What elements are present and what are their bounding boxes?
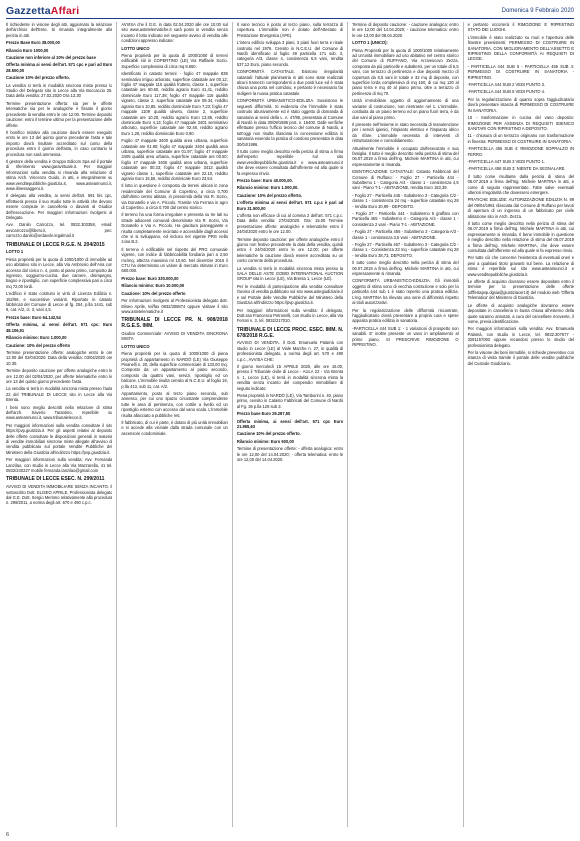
notice-paragraph: Il gestore della vendita è Gruppo Edicom Spa ed il portale di riferimento www.garavirtuale.it. Per maggiori informazioni sulla vendita si rimanda alla relazione di stima Arch. Vincenzo Guido, in atti, e integralmente su www.venditepubbliche.giustizia.it, www.asteannunci.it, www.ilmessaggero.it. — [6, 158, 113, 191]
column-5 — [463, 22, 574, 827]
notice-paragraph: Il tutto come risultante dalla perizia di stima del 06.07.2019 a firma dell'Ing. Michele MARTINA in atti, e come di seguito rappresentato. Fatte salve eventuali ulteriori irregolarità che dovessero emergere. — [467, 173, 575, 195]
masthead — [6, 4, 574, 19]
notice-paragraph: Il presente nell'insieme in stato necessita di manutenzione per i servizi igienici, l'impianto elettrico e l'impianto idrico da rifare. L'immobile necessita di interventi di ristrutturazione e consolidamento. — [352, 121, 459, 144]
notice-paragraph: L'offerta minima ai sensi dell'art. 571 c.p.c è pari ad Euro 31.500,00 — [236, 200, 344, 211]
publication-logo: GazzettaAffari — [6, 5, 80, 17]
notice-paragraph: Offerta minima, ai sensi dell'art. 571 cpc Euro 21.965,63 — [236, 418, 344, 429]
notice-paragraph: Per tutto ciò che concerne l'esistenza di eventuali oneri e pesi a qualsiasi titolo gravanti sul bene. La relazione di stima è reperibile sul sito www.asteannunci.it e www.venditepubbliche.giustizia.it. — [467, 255, 575, 277]
notice-paragraph: Per le modalità di partecipazione alla vendita consultare l'avviso di vendita pubblicato sul sito www.astegiudiziarie.it e sul Portale delle Vendite Pubbliche del Ministero della Giustizia all'indirizzo https://pvp.giustizia.it. — [236, 283, 344, 306]
notice-paragraph: -PARTICELLA 456 SUB 4: RIMOZIONE SOPRALZO IN FERRO. — [467, 146, 575, 157]
notice-paragraph: -PARTICELLA 444 SUB 1: - 1 variazioni di prospetto non sanabili. E' inoltre presente un vano in ampliamento al primo piano. SI PRESCRIVE RIMOZIONE O RIPRISTINO. — [352, 325, 459, 347]
notice-paragraph: Rilancio minimo: Euro 500,00 — [236, 438, 294, 444]
notice-paragraph: Rilancio minimo: Euro 1.000,00. — [236, 185, 299, 191]
notice-heading: TRIBUNALE DI LECCE ESEC. N. 299/2011 — [6, 476, 105, 483]
notice-heading: TRIBUNALE DI LECCE R.G.E. N. 204/2015 — [6, 241, 105, 248]
column-1 — [6, 22, 112, 827]
notice-paragraph: Unità immobiliare oggetto di aggiornamento di una variante di costruzione, non rientrante nel 1. L'immobile, costituita da un piano terreno ed un piano fuori terra, è da due vani al piano primo. — [352, 98, 459, 120]
notice-paragraph: Il terreno è edificabile nel rispetto del PRG comunale vigente, con indice di fabbricabilità fondiaria pari a 2,50 mc/mq, altezza massima ml 10,50. Nel dicembre 2016 il CTU ha determinato un valore di mercato stimato in Euro 680.000. — [121, 246, 228, 274]
notice-paragraph: -PARTICELLA 444 SUB 2 VEDI PUNTO 3. — [467, 82, 545, 88]
notice-paragraph: L'edificio è stato costruito in virtù di Licenza Edilizia n. 152/66, e successive varianti. Riportato in catasto fabbricati del Comune di Lecce al fg. 254, p.lla 1441, sub 9, cat. A/2, cl. 3, vani 4,5. — [6, 291, 113, 313]
notice-paragraph: Piena proprietà per la quota di 1000/1000 di terreni edificabili siti in COPERTINO (LE) Via Raffaele Sozio. Superficie complessiva di circa mq 8.650. — [121, 53, 228, 69]
notice-paragraph: Termine deposito cauzione: per offerte analogiche entro il giorno non festivo precedente la data della vendita, quindi entro il 24/04/2020 entro le ore 12.00; per offerte telematiche la cauzione dovrà essere accreditata su un conto corrente della procedura. — [236, 236, 344, 264]
notice-paragraph: -PARTICELLA 458 SUB 3: NIENTE DA SEGNALARE. — [467, 166, 566, 172]
notice-paragraph: Offerta minima, ai sensi dell'art. 571 cpc: Euro 48.106,91 — [6, 322, 113, 333]
notice-paragraph: Rilancio Euro 1000,00 — [6, 47, 49, 53]
notice-paragraph: Piena proprietà per la quota di 1000/1000 di piena proprietà di appartamento in NARDÒ (LE) Via Giuseppe Pisanelli n. 20, della superficie commerciale di 133,00 mq. Composto da: un appartamento al piano secondo, composto da quattro vani, servizi, ripostiglio ed un balcone. L'immobile risulta censito al N.C.E.U. al foglio 19, p.lla 413, sub 11, cat. A/2. — [121, 351, 228, 389]
notice-paragraph: LOTTO 1 — [6, 249, 24, 255]
notice-paragraph: AVVISO DI VENDITA IMMOBILIARE SENZA INCANTO. Il sottoscritto Dott. ELISEO APRILE, Professionista delegato dal G.E. Dott. Sergio Memmo relativamente alla procedura n. 299/2011, a norma degli art. 570 e 490 c.p.c. — [6, 484, 113, 506]
notice-paragraph: Il tutto come meglio descritto nella perizia di stima del 06.07.2019 a firma dell'ing. Michele MARTINA in atti, cui espressamente si rimanda. — [352, 260, 459, 277]
notice-paragraph: Prezzo Base Euro 38.000,00 — [6, 40, 60, 46]
issue-date: Domenica 9 Febbraio 2020 — [501, 8, 574, 14]
notice-paragraph: I beni sono meglio descritti nella relazione di stima dell'arch. Saverio Tarantino, reperibile su www.asteannunci.it, www.tribunalelecce.it. — [6, 404, 113, 421]
notice-paragraph: Il delegato alla vendita, ai sensi dell'art. 591 bis cpc, effettuerà presso il suo studio tutte le attività che devono essere compiute in cancelleria o davanti al Giudice dell'esecuzione. Per maggiori informazioni rivolgersi al Delegato. — [6, 193, 113, 220]
notice-paragraph: Prezzo base: Euro 40.000,00. — [236, 177, 293, 183]
notice-paragraph: -PARTICELLA 447 SUB 3 VEDI PUNTO 1. — [467, 158, 545, 164]
notice-paragraph: - Foglio 27 - Particella 445 - Subalterno 3 - Categoria C/2 - classe 1 - consistenza 24 mq - superficie catastale mq 28 - rendita Euro 30,99 - DEPOSITO. — [352, 192, 459, 209]
notice-heading: TRIBUNALE DI LECCE PR. N. 908/2018 R.G.E.S. IMM. — [121, 317, 228, 330]
notice-paragraph: Rilancio minimo: Euro 10.000,00 — [121, 283, 185, 289]
notice-paragraph: L'offerta non efficace di cui al comma 2 dell'art. 571 c.p.c. Data della vendita: 27/04/2020. Ora: 15.00 Termine presentazione offerte: analogiche e telematiche entro il 24/04/2020 entro le ore 12.00. — [236, 213, 344, 235]
notice-paragraph: CONFORMITÀ CATASTALE. Esistono irregolarità catastali: l'attuale planimetria in atti sono state realizzati alcuni tramezzi corrispondenti a due posti luce ed è stata chiusa una porta nel corridoio, e pertanto è necessario far redigere la nuova pratica catastale. — [236, 69, 344, 96]
notice-paragraph: Per la regolarizzazione delle difformità riscontrate, l'aggiudicatario dovrà presentare a propria cura e spese apposita pratica edilizia in sanatoria. — [352, 307, 459, 324]
notice-paragraph: AVVISO DI VENDITA. Il Dott. Emanuela Palamà con studio in Lecce (LE) al Viale Marche n. 27, in qualità di professionista delegato, a norma degli art. 570 e 490 c.p.c., AVVISA CHE: — [236, 340, 344, 362]
notice-paragraph: - Foglio 27 - Particella 456 - Subalterno 3 - Categoria A/3 - classe 1 - consistenza 3,5 vani - ABITAZIONE. — [352, 229, 459, 240]
notice-paragraph: CONFORMITÀ URBANISTICO-EDILIZIA. Sussistono le seguenti difformità. Si evidenzia che l'immobile è stato costruito abusivamente ed è stato oggetto di domanda di sanatoria ai sensi della L. n. 47/85, presentata al Comune di Nardò in data 30/09/1986 prot. n. 16400. Dalle verifiche effettuate presso l'ufficio tecnico del comune di Nardò, a tutt'oggi non risulta rilasciata la concessione edilizia in sanatoria essendo la pratica di condono presentata in data 30/04/1986. — [236, 98, 344, 147]
notice-paragraph: Termine di deposito cauzione: - cauzione analogica: entro le ore 12,00 del 14.04.2020; - cauzione telematica: entro le ore 13,00 del 08.04.2020. — [352, 22, 459, 38]
notice-paragraph: Il terreno ha una forma irregolare e presenta su tre lati su strade adiacenti comunali denominate Via R. Sozio, Via Donatello e Via A. Piccolo. Ha giacitura pianeggiante e risulta completamente recintato e accessibile dagli accessi che vi si sviluppano, ed incluso nel vigente PRG nella zona B.2. — [121, 212, 228, 245]
notice-paragraph: 10 - trasformazione in cucina del vano deposito: RIMOZIONE PER ASSENZA DI REQUISITI IGIENICO SANITARI CON RIPRISTINO A DEPOSITO. — [467, 115, 575, 131]
notice-paragraph: LOTTO UNICO — [121, 45, 150, 51]
notice-paragraph: Prezzo base: Euro 330.000,00 — [121, 275, 179, 281]
notice-paragraph: 11 - chiusura di un terrazzo originario con trasformazione in finestra: PERMESSO DI COSTRUIRE IN SANATORIA. — [467, 133, 575, 144]
notice-paragraph: Per maggiori informazioni sulla vendita: il delegato, Dott.ssa Francesca Petronelli, con studio in Lecce, alla Via Ferrari n. 3, tel. 0832/217010. — [236, 307, 344, 324]
notice-paragraph: Per maggiori informazioni sulla vendita: Avv. Emanuela Palamà, con studio in Lecce, tel. 0832.307577 - 3291157093 oppure recandosi presso lo studio del professionista delegato. — [467, 326, 575, 348]
article-columns — [6, 22, 574, 827]
notice-paragraph: Appartamento, posto al terzo piano secondo, sub annesso, per cui uno spazio circostante comprendente tutte le area di pertinenza, con cortile a livello ed un ripostiglio esterno con accesso dal vano scala. L'immobile risulta allacciato a pubbliche reti. — [121, 390, 228, 418]
notice-paragraph: - PARTICELLA 444 SUB 5 - PARTICELLA 455 SUB 4: PERMESSO DI COSTRUIRE IN SANATORIA - RIPRISTINO. — [467, 63, 575, 80]
notice-paragraph: La vendita si terrà in modalità sincrona mista presso la SALA DELLE ASTE GOBID INTERNATIONAL AUCTION GROUP sita in Lecce (LE), Via Brenta 1, Lecce (LE). — [236, 265, 344, 282]
notice-paragraph: PRATICHE EDILIZIE: AUTORIZZAZIONE EDILIZIA N. 99 del 09/04/1981 rilasciata dal Comune di Ruffano per lavori di apertura di un ingresso di un fabbricato per civile abitazione sito in Arch. Zezza. — [467, 197, 575, 219]
notice-paragraph: Offerta minima ai sensi dell'art. 571 cpc e pari ad Euro 28.500,00 — [6, 62, 113, 73]
notice-paragraph: Le offerte di acquisto dovranno essere depositate entro il termine per la presentazione delle offerte (offfertapvp.dgsia@giustiziacert.it) del modulo web 'Offerta Telematica' del Ministero di Giustizia. — [467, 279, 575, 301]
notice-paragraph: e pertanto occorrerà il RIMOZIONE E RIPRISTINO STATO DEI LUOGHI. — [467, 22, 575, 33]
notice-paragraph: CONFORMITÀ URBANISTICO-EDILIZIA. Gli immobili oggetto di stima sono di vecchia costruzione e solo per la particella 444 sub 1 è stato reperito una pratica edilizia. L'ing. MARTINA ha rilevato una serie di difformità rispetto ai titoli autorizzativi. — [352, 278, 459, 306]
notice-paragraph: Giudice Commerciale: AVVISO DI VENDITA SINCRONA MISTA — [121, 330, 228, 342]
notice-paragraph: Il richiedente in visione degli atti, aggiornato la relazione dell'archivio dell'Ente. Si rimanda integralmente alla perizia in atti. — [6, 22, 113, 38]
notice-paragraph: Foglio 47 mappale 3400 qualità area urbana, superficie catastale are 01.90; foglio 47 mappale 3404 qualità area urbana, superficie catastale are 01.97; foglio 47 mappale 3405 qualità area urbana, superficie catastale are 00.50; foglio 47 mappale 3406 qualità area urbana, superficie catastale are 00.33; foglio 47 mappale 3413 qualità vigneto classe 1, superficie catastale are 22.10, reddito agrario Euro 16,55, reddito dominicale Euro 23,54. — [121, 138, 228, 181]
notice-paragraph: - Foglio 27 - Particella 457 - Subalterno 3 - Categoria C/2 - classe 1 - Consistenza 23 mq - superficie catastale mq 28 - rendita Euro 38,73, DEPOSITO. — [352, 242, 459, 258]
notice-paragraph: Termine di presentazione offerte: - offerta analogica: entro le ore 12,00 del 14.04.2020; - offerta telematica: entro le ore 12,00 del 14.04.2020. — [236, 446, 344, 463]
notice-paragraph: Per maggiori informazioni sulla vendita: Avv. Fernanda Lanzilao, con studio in Lecce alla Via Mazzarella, 41 tel. 0832/240227 mobile fernanda.lanzilao@gmail.com — [6, 457, 113, 474]
notice-paragraph: - Foglio 27 - Particella 444 - Subalterno 5 graffato con Particella 455 - Subalterno 4 - Categoria A/4 - classe 1 - consistenza 2 vani - Piano T-1 - ABITAZIONE. — [352, 211, 459, 227]
notice-paragraph: Termine presentazione offerte: analogiche entro le ore 12.00 del 02/04/2020. Data della vendita: 03/04/2020 ore 10.30. — [6, 349, 113, 366]
notice-paragraph: Piena proprietà per la quota di 1000/1000 di immobile ad uso abitativo sito in Lecce, alla Via Ambrosio dell'Aria con accesso dal civico n. 4, posto al piano primo, composto da ingresso, soggiorno-cucina, due camere, disimpegno, bagno e ripostiglio, con superficie complessiva pari a circa mq 72,00 lordi. — [6, 256, 113, 289]
notice-paragraph: Il tutto come meglio descritto nella perizia di stima a firma dell'esperto reperibile sul sito www.venditepubbliche.giustizia.it e www.asteannunci.it che deve essere consultata dall'offerente ed alla quale si fa espresso rinvio. — [236, 148, 344, 176]
notice-paragraph: Il fabbricato, di cui è parte, è dotato di più unità immobiliari e si accede alla vicinale dalla strada comunale con un ascensore condominiale. — [121, 420, 228, 436]
notice-paragraph: Cauzione non inferiore al 10% del prezzo base — [6, 55, 96, 61]
notice-paragraph: IDENTIFICAZIONE CATASTALE: Catasto Fabbricati del Comune di Ruffano: - Foglio 27 - Particella 444 - Subalterno 1 - Categoria A/4 - classe 1 - consistenza 4,5 vani - Piano T-1 - ABITAZIONE, rendita Euro 153,39. — [352, 169, 459, 191]
notice-paragraph: Il vano tecnico è posto al terzo piano, sulla terrazza di copertura. L'immobile non è dotato dell'Attestato di Prestazione Energetica (APE). — [236, 22, 344, 38]
notice-paragraph: Cauzione 10% del prezzo offerto. — [6, 75, 70, 81]
notice-paragraph: L'immobile è stato realizzato su muri e l'apertura delle finestre preesistenti: PERMESSO DI COSTRUIRE IN SANATORIA, CON MIGLIORAMENTO DELL'ASSETTO E RIPRISTINO DELLA CONFORMITÀ AI REQUISITI DI LEGGE. — [467, 34, 575, 62]
column-4 — [347, 22, 458, 827]
notice-paragraph: Per informazioni rivolgersi al Professionista delegato dott. Eliseo Aprile, tel/fax 0832/308874 oppure visitare il sito www.astetelematiche.it — [121, 298, 228, 314]
notice-paragraph: LOTTO UNICO — [121, 343, 150, 349]
notice-paragraph: Cauzione: 10% del prezzo offerto — [121, 290, 186, 296]
notice-paragraph: Cauzione 10% del prezzo offerto. — [236, 431, 301, 437]
notice-paragraph: Cauzione: 10% del prezzo offerto. — [236, 192, 303, 198]
notice-paragraph: Piena Proprietà per la quota di 1000/1000 relativamente ad un'unità immobiliare ad uso abitativo nel centro storico del Comune di RUFFANO, Via Arcivescovo Zezza, composta da più particelle e subalterni, per un totale di 6,5 vani, con terrazzo di pertinenza e due depositi mezzo di copertura da 6,5 vani in totale e 32 mq di deposito, con superficie lorda complessiva di mq 160, di cui mq 120 al piano terra e mq 40 al piano primo, oltre a terrazzo di pertinenza di mq 70. — [352, 47, 459, 96]
notice-paragraph: Cauzione: 10% del prezzo offerto — [6, 342, 71, 348]
notice-paragraph: Il tutto come meglio descritto nella perizia di stima del 06.07.2019 a firma dell'Ing. Michele MARTINA in atti, cui espressamente si rimanda. Il bene immobile in questione è meglio descritto nella relazione di stima del 06.07.2019 a firma dell'Ing. Michele MARTINA, che deve essere consultata dall'offerente ed alla quale si fa espresso rinvio. — [467, 221, 575, 254]
page-number: 6 — [6, 832, 10, 838]
notice-paragraph: La vendita si terrà in modalità sincrona mista presso lo Studio del Delegato sito in Lecce alla Via Boccaccio 25. Data della vendita: 27.02.2020 Ora 13.30 — [6, 82, 113, 99]
notice-heading: TRIBUNALE DI LECCE PROC. ESEC. IMM. N. 678/2018 R.G.E. — [236, 326, 344, 339]
notice-paragraph: LOTTO 1 (UNICO): — [352, 40, 388, 46]
notice-paragraph: Piena proprietà in NARDÒ (LE), Via Tamburini n. 40, piano primo, censito in Catasto Fabbricati del Comune di Nardò al Fg. 36 p.lla 128 sub 3. — [236, 392, 344, 409]
notice-paragraph: Per la visione dei beni immobile, si richiede preventivo con istanza di visita tramite il portale delle vendite pubbliche del Custode Giudiziario. — [467, 349, 575, 366]
notice-paragraph: -PARTICELLA 444 SUB 5 VEDI PUNTO 4. — [467, 89, 545, 95]
notice-paragraph: Rilancio minimo: Euro 1.000,00 — [6, 335, 67, 341]
notice-paragraph: Identificato in catasto terreni: - foglio 47 mappale 839 seminativo irriguo arborato, superficie catastale are 00.12; foglio 47 mappale 115 qualità frutteto, classe 1, superficie catastale are 60.60, reddito agrario Euro 41,41, reddito dominicale Euro 117,38; foglio 47 mappale 116 qualità vigneto, classe 2, superficie catastale are 09.34, reddito agrario Euro 10,85, reddito dominicale Euro 7,23; foglio 47 mappale 1109 qualità uliveto, classe 2, superficie catastale are 10.20, reddito agrario Euro 13,85, reddito dominicale Euro 4,13; foglio 47 mappale 3401 seminativo arborato, superficie catastale are 02.48, reddito agrario Euro 1,28, reddito dominicale Euro 0,90. — [121, 71, 228, 136]
notice-paragraph: Il giorno mercoledì 15 APRILE 2020, alle ore 16.00, presso il Tribunale civile di Lecce - AULA 22 - Via Brenta n. 1, Lecce (LE), si terrà in modalità sincrona mista la vendita senza incanto del compendio immobiliare di seguito indicato: — [236, 363, 344, 391]
column-3 — [232, 22, 343, 827]
notice-paragraph: Il lotto in questione è composto da terreni ubicati in zona residenziale del Comune di Copertino, a circa 0,700 dall'ultimo centro abitato, in prossimità della Via R. Sozio, via Donatello e via A. Piccolo. Tramite Via Ferrara in agro di Copertino, a circa 0,700 dal centro storico. — [121, 183, 228, 210]
notice-paragraph: Avv. Danilo Carrozzo, tel. 0832.303358, email: avvcarrozzo@libero.it, pec: carrozzo.danilo@ordavvle.legalmail.it — [6, 222, 113, 239]
notice-paragraph: Prezzo base: Euro 64.142,54 — [6, 314, 61, 320]
notice-paragraph: Per la regolarizzazione di quanto sopra l'aggiudicatario dovrà presentare istanza di PERMESSO DI COSTRUIRE IN SANATORIA. — [467, 96, 575, 113]
notice-paragraph: Le offerte di acquisto analogiche dovranno essere depositate in cancelleria in busta chiusa all'esterno della quale saranno annotati, a cura del cancelliere ricevente, il nome, previa identificazione. — [467, 302, 575, 324]
column-2 — [116, 22, 227, 827]
notice-paragraph: AVVISA che il G.E. in data 02.04.2020 alle ore 10.00 sul sito www.astetelematiche.it sarà posto in vendita senza incanto il lotto indicato nel seguente avviso di vendita alle condizioni appresso indicate: — [121, 22, 228, 44]
notice-paragraph: Termine deposito cauzione per offerte analogiche entro le ore 12.00 del 02/04/2020, per offerte telematiche entro le ore 13 del quinto giorno precedente l'asta. — [6, 368, 113, 384]
notice-paragraph: La vendita si terrà in modalità sincrona mista presso l'aula 22 del TRIBUNALE DI LECCE sito in Lecce alla Via Brenta. — [6, 386, 113, 403]
notice-paragraph: Il bonifico relativo alla cauzione dovrà essere eseguito entro le ore 13 del quinto giorno precedente l'asta e tale importo dovrà risultare accreditato sul conto della procedura entro il giorno dell'asta, in caso contrario la procedura non sarà ammessa. — [6, 129, 113, 157]
notice-paragraph: Termine presentazione offerta: sia per le offerte telematiche sia per le analogiche è fissato il giorno precedente la vendita entro le ore 12.00. Termine deposito cauzione: entro il termine ultimo per la presentazione delle offerte. — [6, 100, 113, 128]
notice-paragraph: Attualmente l'immobile è occupato dall'esecutato e sua famiglia. Il tutto è meglio descritto nella perizia di stima del 06.07.2019 a firma dell'Ing. Michele MARTINA in atti, cui espressamente si rimanda. — [352, 145, 459, 167]
notice-paragraph: Per maggiori informazioni sulla vendita consultare il sito https://pvp.giustizia.it. Per gli aspetti relativi al deposito delle offerte consultare le disposizioni generali in materia di vendite immobiliari sincrone miste allegate all'avviso di vendita pubblicato sul portale Vendite Pubbliche del Ministero della Giustizia all'indirizzo https://pvp.giustizia.it. — [6, 422, 113, 455]
notice-paragraph: L'intero edificio sviluppa 3 piani, 3 piani fuori terra e risale costruito nel 1976. Censito in N.C.E.U. del Comune di Nardò identificato al foglio 49 particella 171 sub. 3, categoria A/3, classe 4, consistenza 6,5 vani, rendita 537,12 Euro, piano secondo. — [236, 40, 344, 67]
notice-paragraph: Prezzo base Euro 29.287,50 — [236, 411, 291, 417]
